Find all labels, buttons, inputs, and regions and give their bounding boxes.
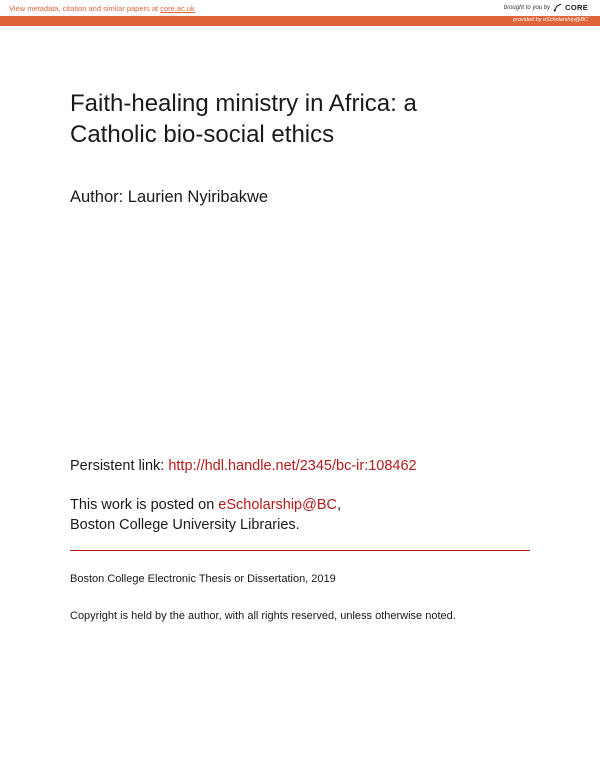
- core-link-domain[interactable]: core.ac.uk: [160, 4, 195, 13]
- document-title: [70, 88, 530, 150]
- copyright-note: Copyright is held by the author, with all rights reserved, unless otherwise noted.: [70, 610, 456, 622]
- core-link-prefix: View metadata, citation and similar papers at: [9, 4, 161, 13]
- thesis-note: Boston College Electronic Thesis or Dissertation, 2019: [70, 573, 336, 585]
- author-line: Author: Laurien Nyiribakwe: [70, 188, 269, 206]
- core-logo-icon: [553, 3, 562, 12]
- provided-by-text[interactable]: provided by eScholarship@BC: [513, 17, 588, 23]
- core-banner: [0, 0, 600, 27]
- provided-by-strip: [0, 16, 600, 26]
- posted-prefix: This work is posted on: [70, 497, 219, 513]
- posted-on-block: [70, 495, 341, 535]
- title-line-2: Catholic bio-social ethics: [70, 121, 335, 148]
- posted-suffix: ,: [337, 497, 342, 513]
- title-line-1: Faith-healing ministry in Africa: a: [70, 90, 417, 117]
- persistent-link-line: [70, 458, 417, 474]
- divider-rule: [70, 550, 530, 551]
- brought-by-core[interactable]: [504, 3, 588, 12]
- core-metadata-link[interactable]: [9, 4, 195, 13]
- persistent-link-label: Persistent link:: [70, 458, 169, 474]
- brought-by-text: brought to you by: [503, 4, 551, 11]
- escholarship-link[interactable]: eScholarship@BC: [218, 497, 337, 513]
- posted-library: Boston College University Libraries.: [70, 517, 300, 533]
- persistent-link-url[interactable]: http://hdl.handle.net/2345/bc-ir:108462: [168, 458, 417, 474]
- core-name: CORE: [565, 3, 588, 12]
